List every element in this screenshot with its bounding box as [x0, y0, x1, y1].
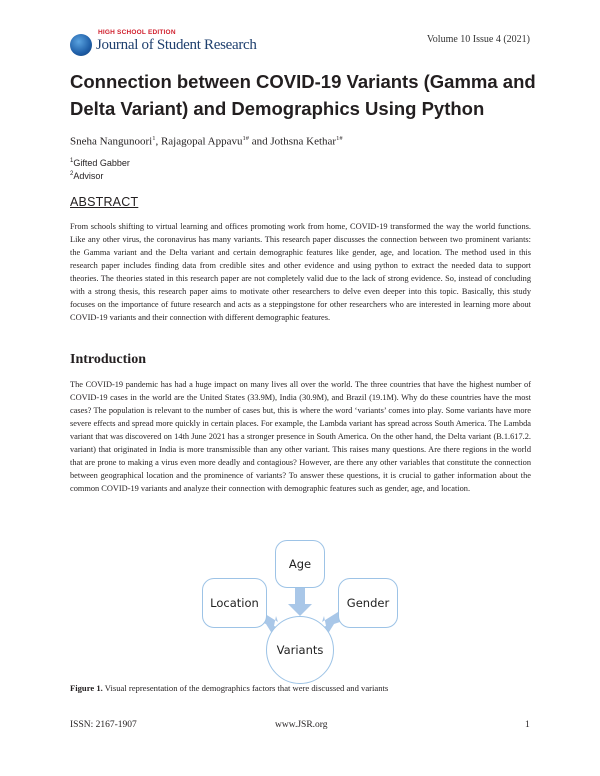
abstract-text: From schools shifting to virtual learning and offices promoting work from home, COVID-19 transformed the way the world functions. Like any other virus, the coronavirus has many variants. This research paper discusses the connection between two prominent variants: the Gamma variant and the Delta variant and certain demographic features like gender, age, and location. The method used in this research paper includes finding data from credible sites and other evidence and using python to extract the needed data to support theories. The theories stated in this research paper are not completely valid due to the lack of strong evidence. So, instead of concluding with a strong thesis, this research paper aims to motivate other researchers to delve even deeper into this topic. Basically, this study focuses on the importance of future research and acts as a steppingstone for other researchers who are interested in learning more about COVID-19 variants and their connection with different demographic features. [70, 222, 531, 323]
caption-label: Figure 1. [70, 683, 103, 693]
page-number: 1 [525, 720, 530, 730]
author-name: Sneha Nangunoori [70, 135, 153, 148]
affiliation-text: Advisor [73, 171, 104, 181]
figure-caption [70, 683, 388, 693]
node-variants: Variants [266, 616, 334, 684]
author-separator: , [155, 135, 161, 148]
node-location: Location [202, 578, 267, 628]
affiliation-2 [70, 171, 103, 181]
author-separator: and [249, 135, 271, 148]
affiliation-text: Gifted Gabber [73, 158, 130, 168]
caption-text: Visual representation of the demographics factors that were discussed and variants [102, 683, 389, 693]
abstract-heading: ABSTRACT [70, 195, 139, 209]
journal-logo [70, 28, 257, 58]
author-sup: 1# [242, 135, 250, 142]
author-sup: 1# [336, 135, 343, 142]
journal-name: Journal of Student Research [96, 37, 257, 53]
figure-1-diagram [200, 540, 400, 690]
globe-icon [70, 34, 92, 56]
affiliation-sup: 2 [70, 171, 74, 177]
author-name: Rajagopal Appavu [160, 135, 243, 148]
introduction-text: The COVID-19 pandemic has had a huge impact on many lives all over the world. The three countries that have the highest number of COVID-19 cases in the world are the United States (33.9M), India (30.9M), and Brazil (19.1M). Why do these countries have the most cases? The population is relevant to the number of cases but, this is where the word ‘variants’ comes into play. Some variants have more severe effects and spread more quickly in certain places. For example, the Lambda variant has spread across South America. The Lambda variant that was discovered on 14th June 2021 has a stronger presence in South America. On the other hand, the Delta variant (B.1.617.2. variant) that originated in India is more transmissible than any other variant. This raises many questions. Are there regions in the world that are prone to making a virus even more deadly and contagious? However, are there any other variables that constitute the connection between geographical location and the prominence of variants? To answer these questions, it is crucial to gather information about the common COVID-19 variants and analyze their connection with demographic features such as gender, age, and location. [70, 380, 531, 494]
author-sup: 1 [152, 135, 156, 142]
edition-label: HIGH SCHOOL EDITION [98, 29, 176, 36]
author-list [70, 135, 343, 148]
footer-website: www.JSR.org [275, 720, 328, 730]
author-name: Jothsna Kethar [270, 135, 337, 148]
arrow-down-icon [288, 588, 312, 616]
affiliation-1 [70, 158, 130, 168]
paper-title: Connection between COVID-19 Variants (Gamma and Delta Variant) and Demographics Using Python [70, 71, 536, 119]
footer-issn: ISSN: 2167-1907 [70, 720, 137, 730]
node-gender: Gender [338, 578, 398, 628]
volume-issue: Volume 10 Issue 4 (2021) [426, 34, 530, 45]
affiliation-sup: 1 [70, 158, 74, 164]
node-age: Age [275, 540, 325, 588]
introduction-heading: Introduction [70, 352, 146, 367]
